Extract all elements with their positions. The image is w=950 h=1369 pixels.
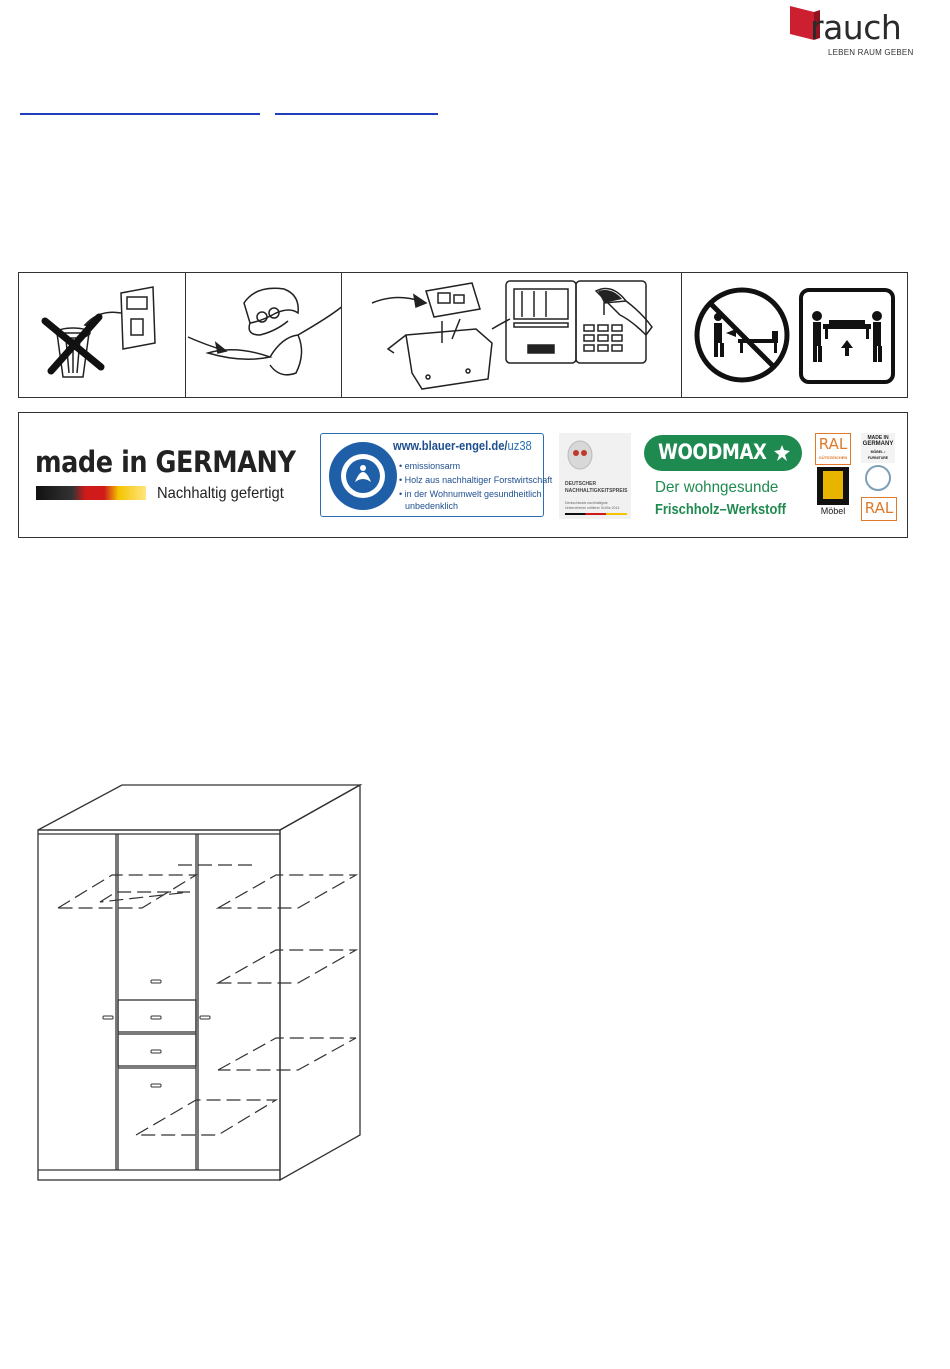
panel-do-not-discard [19, 273, 186, 397]
blauer-engel-bullet-2: • Holz aus nachhaltiger Forstwirtschaft [399, 475, 553, 485]
wardrobe-front [38, 830, 280, 1180]
blauer-engel-seal-icon [327, 438, 399, 514]
file-instructions-icon [342, 273, 681, 397]
nachhaltigkeitspreis-small: Deutschlands nachhaltigste Unternehmen mittlerer Größe 2014 [565, 501, 620, 510]
link-underline-1[interactable] [20, 113, 260, 115]
trash-crossed-icon [19, 273, 185, 397]
mig-line1: MADE IN [867, 435, 889, 441]
ral-bottom-label: RAL [864, 499, 894, 517]
ral-bottom-badge [861, 497, 897, 521]
panel-file-instructions [342, 273, 682, 397]
nachhaltigkeitspreis-badge [559, 433, 631, 519]
blauer-engel-bullet-1: • emissionsarm [399, 461, 461, 471]
blauer-engel-url[interactable] [393, 438, 532, 453]
german-flag-stripe-icon [36, 486, 146, 500]
wardrobe-top [38, 785, 360, 830]
instructions-panel [18, 272, 908, 398]
ral-guetezeichen-badge [815, 433, 851, 465]
woodmax-word: WOODMAX [658, 440, 767, 464]
woodmax-star-icon [774, 445, 790, 461]
mig-line3: MÖBEL • FURNITURE [867, 450, 889, 460]
panel-read-instructions [186, 273, 342, 397]
nachhaltigkeitspreis-stripe [565, 513, 627, 515]
woodmax-logo [644, 435, 802, 471]
mig-line2: GERMANY [862, 441, 894, 447]
moebel-label: Möbel [817, 505, 849, 517]
moebel-m-icon [823, 471, 843, 499]
panel-furniture-handling [682, 273, 907, 397]
certification-panel [18, 412, 908, 538]
woodmax-tagline-1: Der wohngesunde [655, 479, 779, 496]
blauer-engel-bullet-3: • in der Wohnumwelt gesundheitlich [399, 489, 542, 499]
read-instructions-icon [186, 273, 341, 397]
lift-furniture-icon [799, 288, 895, 384]
made-in-germany-mini-badge [861, 433, 895, 463]
blauer-engel-badge [320, 433, 553, 517]
nachhaltigkeitspreis-trophy-icon [565, 439, 595, 473]
nachhaltigkeitspreis-title: DEUTSCHER NACHHALTIGKEITSPREIS [565, 481, 628, 494]
blauer-engel-url-main[interactable]: www.blauer-engel.de/ [393, 438, 508, 453]
ral-top-label: RAL [818, 435, 848, 453]
made-in-germany-subtitle: Nachhaltig gefertigt [157, 485, 284, 502]
moebel-badge [817, 467, 849, 517]
made-in-germany-title: made in GERMANY [35, 445, 296, 479]
ral-top-sub: GÜTEZEICHEN [818, 455, 848, 460]
wardrobe-drawing [30, 780, 370, 1190]
woodmax-tagline-2: Frischholz–Werkstoff [655, 501, 786, 518]
quality-seal-icon [865, 465, 891, 491]
logo-word: rauch [810, 8, 902, 47]
blauer-engel-bullet-3-cont: unbedenklich [405, 501, 459, 511]
logo-tagline: LEBEN RAUM GEBEN [828, 48, 914, 57]
link-underline-2[interactable] [275, 113, 438, 115]
brand-logo [780, 2, 915, 62]
blauer-engel-url-suffix[interactable]: uz38 [507, 438, 532, 453]
wardrobe-side [280, 785, 360, 1180]
